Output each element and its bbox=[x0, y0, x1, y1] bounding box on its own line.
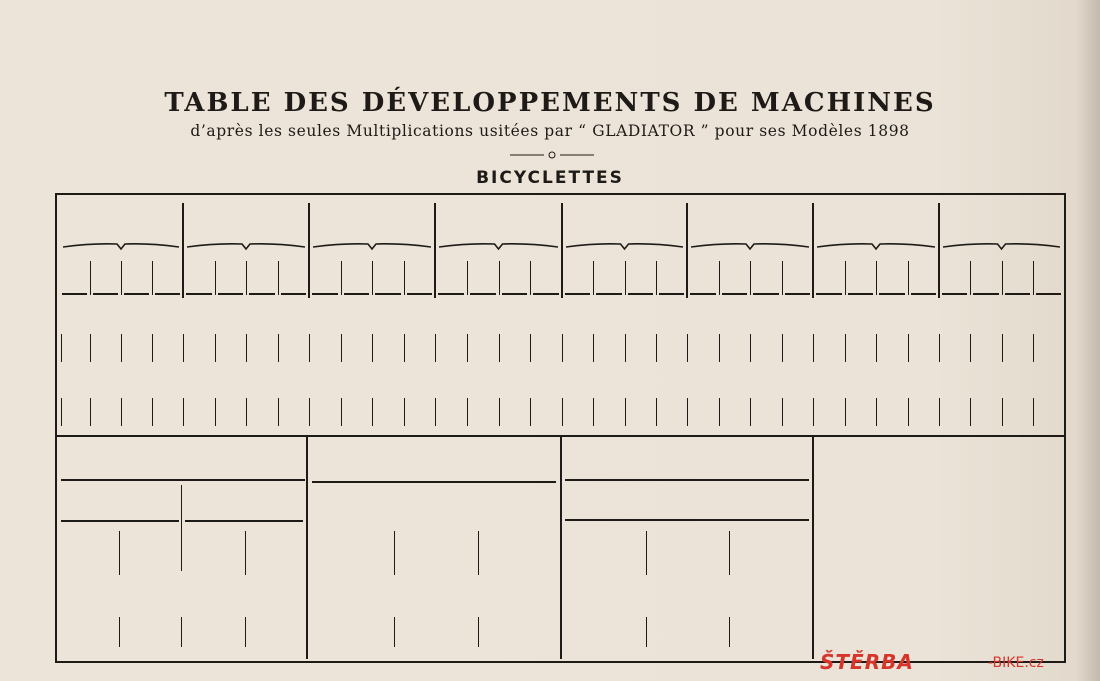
sub-divider bbox=[61, 479, 305, 481]
teeth-dash bbox=[942, 293, 967, 295]
teeth-split bbox=[245, 531, 246, 575]
teeth-dash bbox=[281, 293, 307, 295]
teeth-tick bbox=[499, 261, 500, 295]
value-separator bbox=[687, 398, 688, 426]
watermark-domain: -BIKE.cz bbox=[988, 655, 1044, 671]
quad-rule bbox=[565, 519, 809, 521]
teeth-split bbox=[478, 531, 479, 575]
block-separator bbox=[812, 435, 814, 659]
value-separator bbox=[970, 398, 971, 426]
sub-divider bbox=[565, 479, 809, 481]
teeth-tick bbox=[341, 261, 342, 295]
value-separator bbox=[499, 398, 500, 426]
value-separator bbox=[1033, 334, 1034, 362]
value-separator bbox=[372, 334, 373, 362]
teeth-dash bbox=[407, 293, 433, 295]
teeth-tick bbox=[719, 261, 720, 295]
teeth-dash bbox=[659, 293, 684, 295]
value-separator bbox=[908, 334, 909, 362]
value-separator bbox=[593, 398, 594, 426]
value-separator bbox=[215, 334, 216, 362]
value-separator bbox=[309, 398, 310, 426]
teeth-dash bbox=[879, 293, 905, 295]
teeth-dash bbox=[973, 293, 998, 295]
teeth-split bbox=[646, 531, 647, 575]
value-separator bbox=[246, 334, 247, 362]
value-separator bbox=[782, 334, 783, 362]
value-separator bbox=[278, 334, 279, 362]
value-separator bbox=[372, 398, 373, 426]
value-split bbox=[119, 617, 120, 647]
brace-line bbox=[313, 239, 431, 251]
value-separator bbox=[90, 334, 91, 362]
brace-line bbox=[439, 239, 558, 251]
group-separator bbox=[308, 203, 310, 298]
teeth-dash bbox=[1036, 293, 1061, 295]
value-separator bbox=[435, 398, 436, 426]
tandem-rule bbox=[185, 520, 303, 522]
teeth-tick bbox=[876, 261, 877, 295]
teeth-dash bbox=[848, 293, 874, 295]
group-separator bbox=[434, 203, 436, 298]
teeth-split bbox=[729, 531, 730, 575]
value-separator bbox=[530, 334, 531, 362]
teeth-dash bbox=[93, 293, 118, 295]
tandem-rule bbox=[61, 520, 179, 522]
teeth-tick bbox=[372, 261, 373, 295]
teeth-tick bbox=[593, 261, 594, 295]
teeth-dash bbox=[438, 293, 464, 295]
value-separator bbox=[908, 398, 909, 426]
value-separator bbox=[876, 334, 877, 362]
value-separator bbox=[61, 334, 62, 362]
value-split bbox=[394, 617, 395, 647]
teeth-dash bbox=[470, 293, 496, 295]
value-separator bbox=[61, 398, 62, 426]
teeth-dash bbox=[565, 293, 590, 295]
page-title: TABLE DES DÉVELOPPEMENTS DE MACHINES bbox=[164, 88, 936, 118]
value-separator bbox=[719, 398, 720, 426]
teeth-tick bbox=[246, 261, 247, 295]
value-separator bbox=[499, 334, 500, 362]
teeth-dash bbox=[502, 293, 528, 295]
brace-line bbox=[566, 239, 683, 251]
value-separator bbox=[939, 334, 940, 362]
tandem-split bbox=[181, 485, 182, 571]
value-separator bbox=[656, 398, 657, 426]
value-separator bbox=[404, 398, 405, 426]
teeth-tick bbox=[215, 261, 216, 295]
value-separator bbox=[1064, 398, 1065, 426]
value-separator bbox=[215, 398, 216, 426]
teeth-tick bbox=[121, 261, 122, 295]
value-separator bbox=[562, 334, 563, 362]
value-separator bbox=[341, 334, 342, 362]
teeth-tick bbox=[625, 261, 626, 295]
value-split bbox=[478, 617, 479, 647]
value-split bbox=[729, 617, 730, 647]
value-separator bbox=[435, 334, 436, 362]
teeth-dash bbox=[155, 293, 180, 295]
value-separator bbox=[341, 398, 342, 426]
value-separator bbox=[970, 334, 971, 362]
brace-line bbox=[63, 239, 179, 251]
value-separator bbox=[687, 334, 688, 362]
value-separator bbox=[1002, 398, 1003, 426]
value-separator bbox=[593, 334, 594, 362]
value-separator bbox=[813, 398, 814, 426]
developments-table bbox=[55, 193, 1066, 663]
teeth-tick bbox=[750, 261, 751, 295]
section-title: BICYCLETTES bbox=[476, 168, 624, 188]
value-separator bbox=[183, 398, 184, 426]
teeth-tick bbox=[90, 261, 91, 295]
teeth-tick bbox=[404, 261, 405, 295]
value-separator bbox=[246, 398, 247, 426]
ornament-divider bbox=[510, 149, 594, 161]
page-subtitle: d’après les seules Multiplications usitées par “ GLADIATOR ” pour ses Modèles 1898 bbox=[190, 122, 910, 140]
teeth-dash bbox=[596, 293, 621, 295]
group-separator bbox=[182, 203, 184, 298]
teeth-dash bbox=[628, 293, 653, 295]
sub-divider bbox=[312, 481, 556, 483]
value-separator bbox=[1064, 334, 1065, 362]
value-separator bbox=[309, 334, 310, 362]
value-separator bbox=[152, 334, 153, 362]
group-separator bbox=[561, 203, 563, 298]
teeth-tick bbox=[656, 261, 657, 295]
group-separator bbox=[812, 203, 814, 298]
value-separator bbox=[625, 398, 626, 426]
teeth-dash bbox=[816, 293, 842, 295]
value-separator bbox=[152, 398, 153, 426]
teeth-tick bbox=[530, 261, 531, 295]
teeth-tick bbox=[467, 261, 468, 295]
brace-line bbox=[943, 239, 1060, 251]
teeth-dash bbox=[249, 293, 275, 295]
teeth-dash bbox=[753, 293, 779, 295]
value-separator bbox=[939, 398, 940, 426]
teeth-dash bbox=[722, 293, 748, 295]
brace-line bbox=[691, 239, 809, 251]
value-separator bbox=[121, 334, 122, 362]
teeth-dash bbox=[1005, 293, 1030, 295]
teeth-tick bbox=[1033, 261, 1034, 295]
teeth-tick bbox=[152, 261, 153, 295]
value-split bbox=[245, 617, 246, 647]
value-separator bbox=[656, 334, 657, 362]
value-separator bbox=[90, 398, 91, 426]
block-separator bbox=[306, 435, 308, 659]
brace-line bbox=[817, 239, 935, 251]
teeth-tick bbox=[970, 261, 971, 295]
teeth-dash bbox=[911, 293, 937, 295]
teeth-dash bbox=[375, 293, 401, 295]
value-separator bbox=[404, 334, 405, 362]
teeth-dash bbox=[62, 293, 87, 295]
value-separator bbox=[625, 334, 626, 362]
teeth-tick bbox=[782, 261, 783, 295]
value-split bbox=[646, 617, 647, 647]
teeth-dash bbox=[785, 293, 811, 295]
teeth-dash bbox=[312, 293, 338, 295]
value-separator bbox=[782, 398, 783, 426]
value-separator bbox=[1033, 398, 1034, 426]
value-separator bbox=[530, 398, 531, 426]
value-separator bbox=[467, 334, 468, 362]
teeth-split bbox=[394, 531, 395, 575]
teeth-tick bbox=[1002, 261, 1003, 295]
watermark-logo: ŠTĚRBA bbox=[820, 650, 914, 674]
value-separator bbox=[562, 398, 563, 426]
teeth-dash bbox=[344, 293, 370, 295]
teeth-tick bbox=[278, 261, 279, 295]
value-separator bbox=[183, 334, 184, 362]
value-separator bbox=[845, 398, 846, 426]
teeth-dash bbox=[218, 293, 244, 295]
value-separator bbox=[121, 398, 122, 426]
value-separator bbox=[845, 334, 846, 362]
value-separator bbox=[278, 398, 279, 426]
block-separator bbox=[560, 435, 562, 659]
group-separator bbox=[686, 203, 688, 298]
teeth-tick bbox=[845, 261, 846, 295]
value-separator bbox=[876, 398, 877, 426]
teeth-split bbox=[119, 531, 120, 575]
value-separator bbox=[719, 334, 720, 362]
value-separator bbox=[467, 398, 468, 426]
teeth-dash bbox=[186, 293, 212, 295]
teeth-dash bbox=[124, 293, 149, 295]
value-split bbox=[181, 617, 182, 647]
teeth-dash bbox=[690, 293, 716, 295]
value-separator bbox=[1002, 334, 1003, 362]
teeth-dash bbox=[533, 293, 559, 295]
teeth-tick bbox=[908, 261, 909, 295]
value-separator bbox=[750, 398, 751, 426]
value-separator bbox=[750, 334, 751, 362]
group-separator bbox=[938, 203, 940, 298]
value-separator bbox=[813, 334, 814, 362]
brace-line bbox=[187, 239, 305, 251]
